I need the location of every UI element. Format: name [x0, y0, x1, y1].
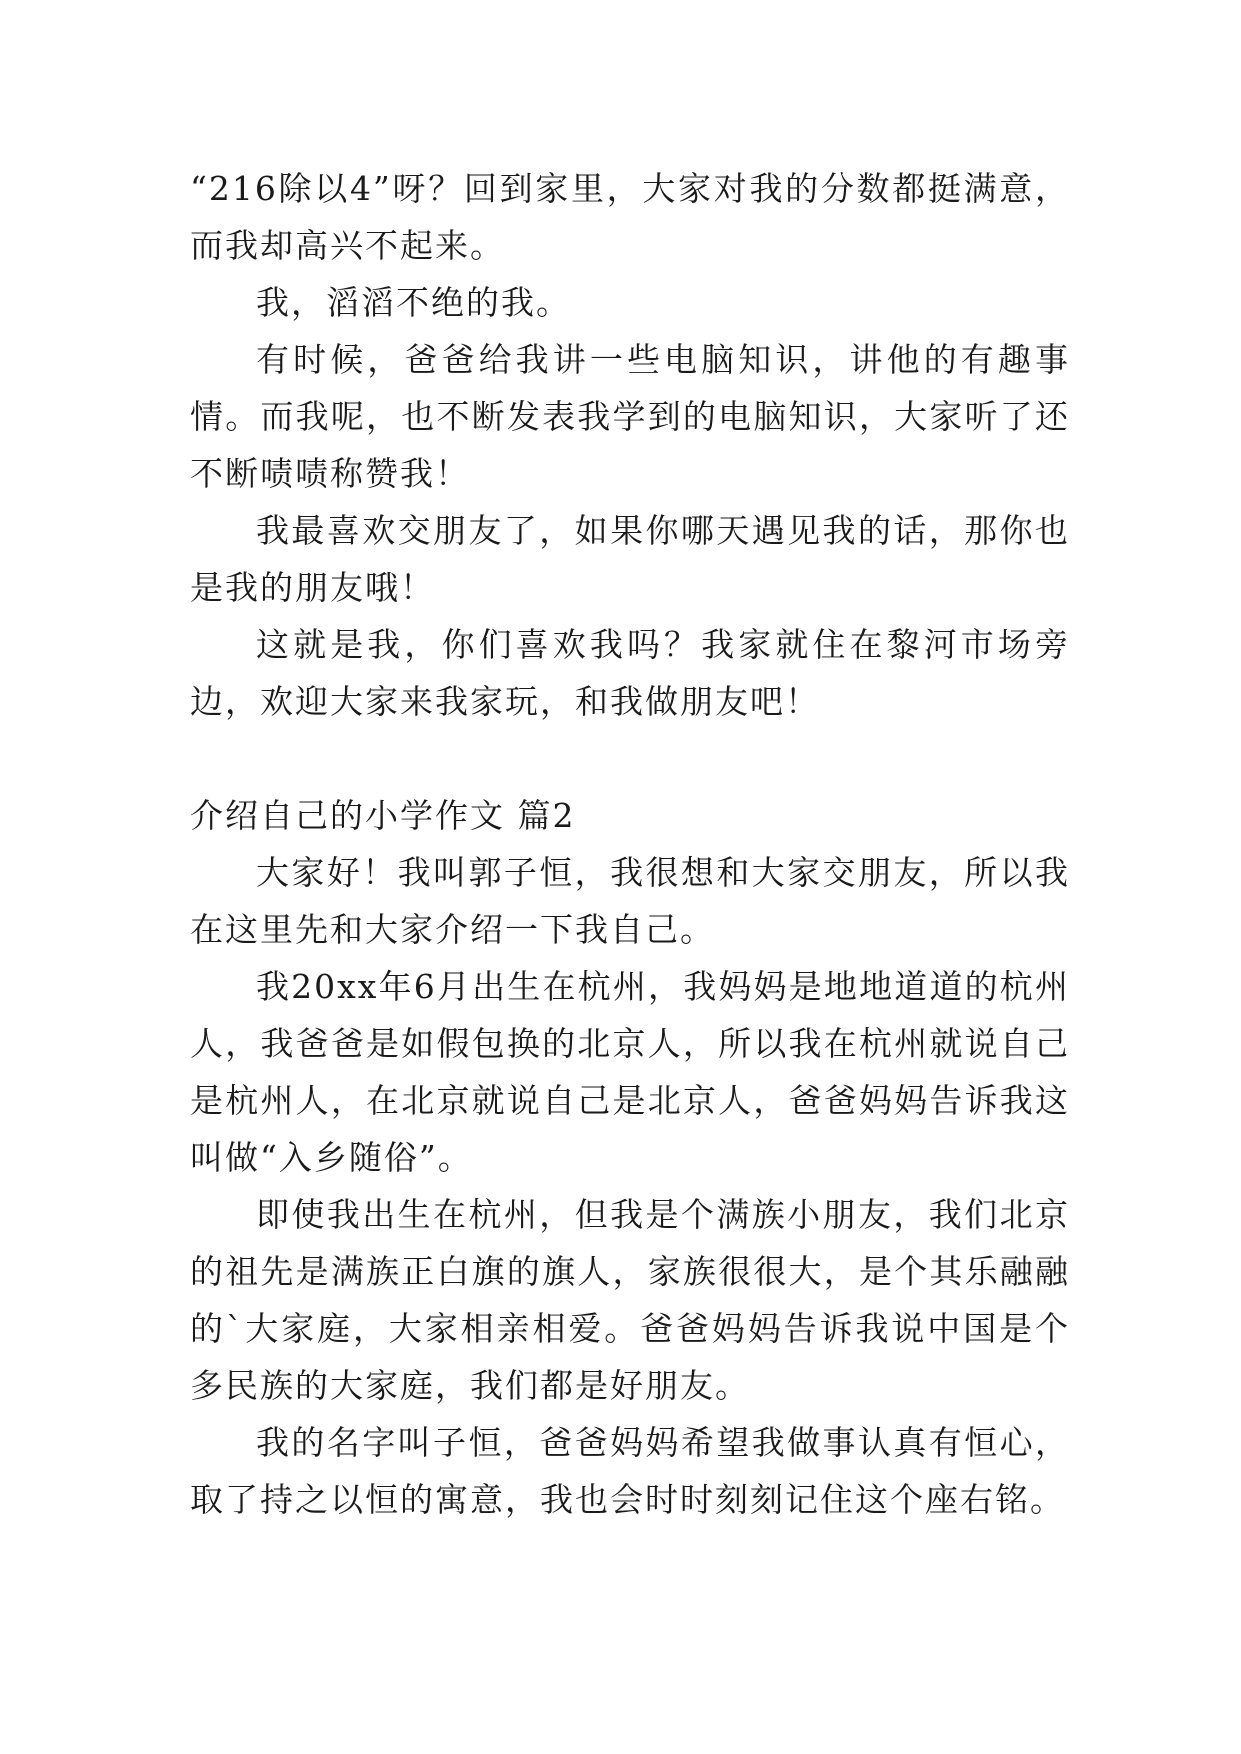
paragraph: 即使我出生在杭州，但我是个满族小朋友，我们北京的祖先是满族正白旗的旗人，家族很很大，是个其乐融融的`大家庭，大家相亲相爱。爸爸妈妈告诉我说中国是个多民族的大家庭，我们都是好朋友。 — [190, 1195, 1070, 1405]
paragraph: 我20xx年6月出生在杭州，我妈妈是地地道道的杭州人，我爸爸是如假包换的北京人，所以我在杭州就说自己是杭州人，在北京就说自己是北京人，爸爸妈妈告诉我这叫做“入乡随俗”。 — [190, 967, 1070, 1177]
paragraph-continuation: “216除以4”呀？回到家里，大家对我的分数都挺满意，而我却高兴不起来。 — [190, 169, 1070, 265]
paragraph: 我最喜欢交朋友了，如果你哪天遇见我的话，那你也是我的朋友哦！ — [190, 511, 1070, 607]
paragraph: 大家好！我叫郭子恒，我很想和大家交朋友，所以我在这里先和大家介绍一下我自己。 — [190, 853, 1070, 949]
paragraph: 我，滔滔不绝的我。 — [256, 283, 571, 322]
document-body — [190, 160, 1070, 1528]
paragraph: 我的名字叫子恒，爸爸妈妈希望我做事认真有恒心，取了持之以恒的寓意，我也会时时刻刻记住这个座右铭。 — [190, 1423, 1070, 1519]
section-heading: 介绍自己的小学作文 篇2 — [190, 796, 576, 835]
paragraph: 有时候，爸爸给我讲一些电脑知识，讲他的有趣事情。而我呢，也不断发表我学到的电脑知识，大家听了还不断啧啧称赞我！ — [190, 340, 1070, 493]
paragraph: 这就是我，你们喜欢我吗？我家就住在黎河市场旁边，欢迎大家来我家玩，和我做朋友吧！ — [190, 625, 1070, 721]
